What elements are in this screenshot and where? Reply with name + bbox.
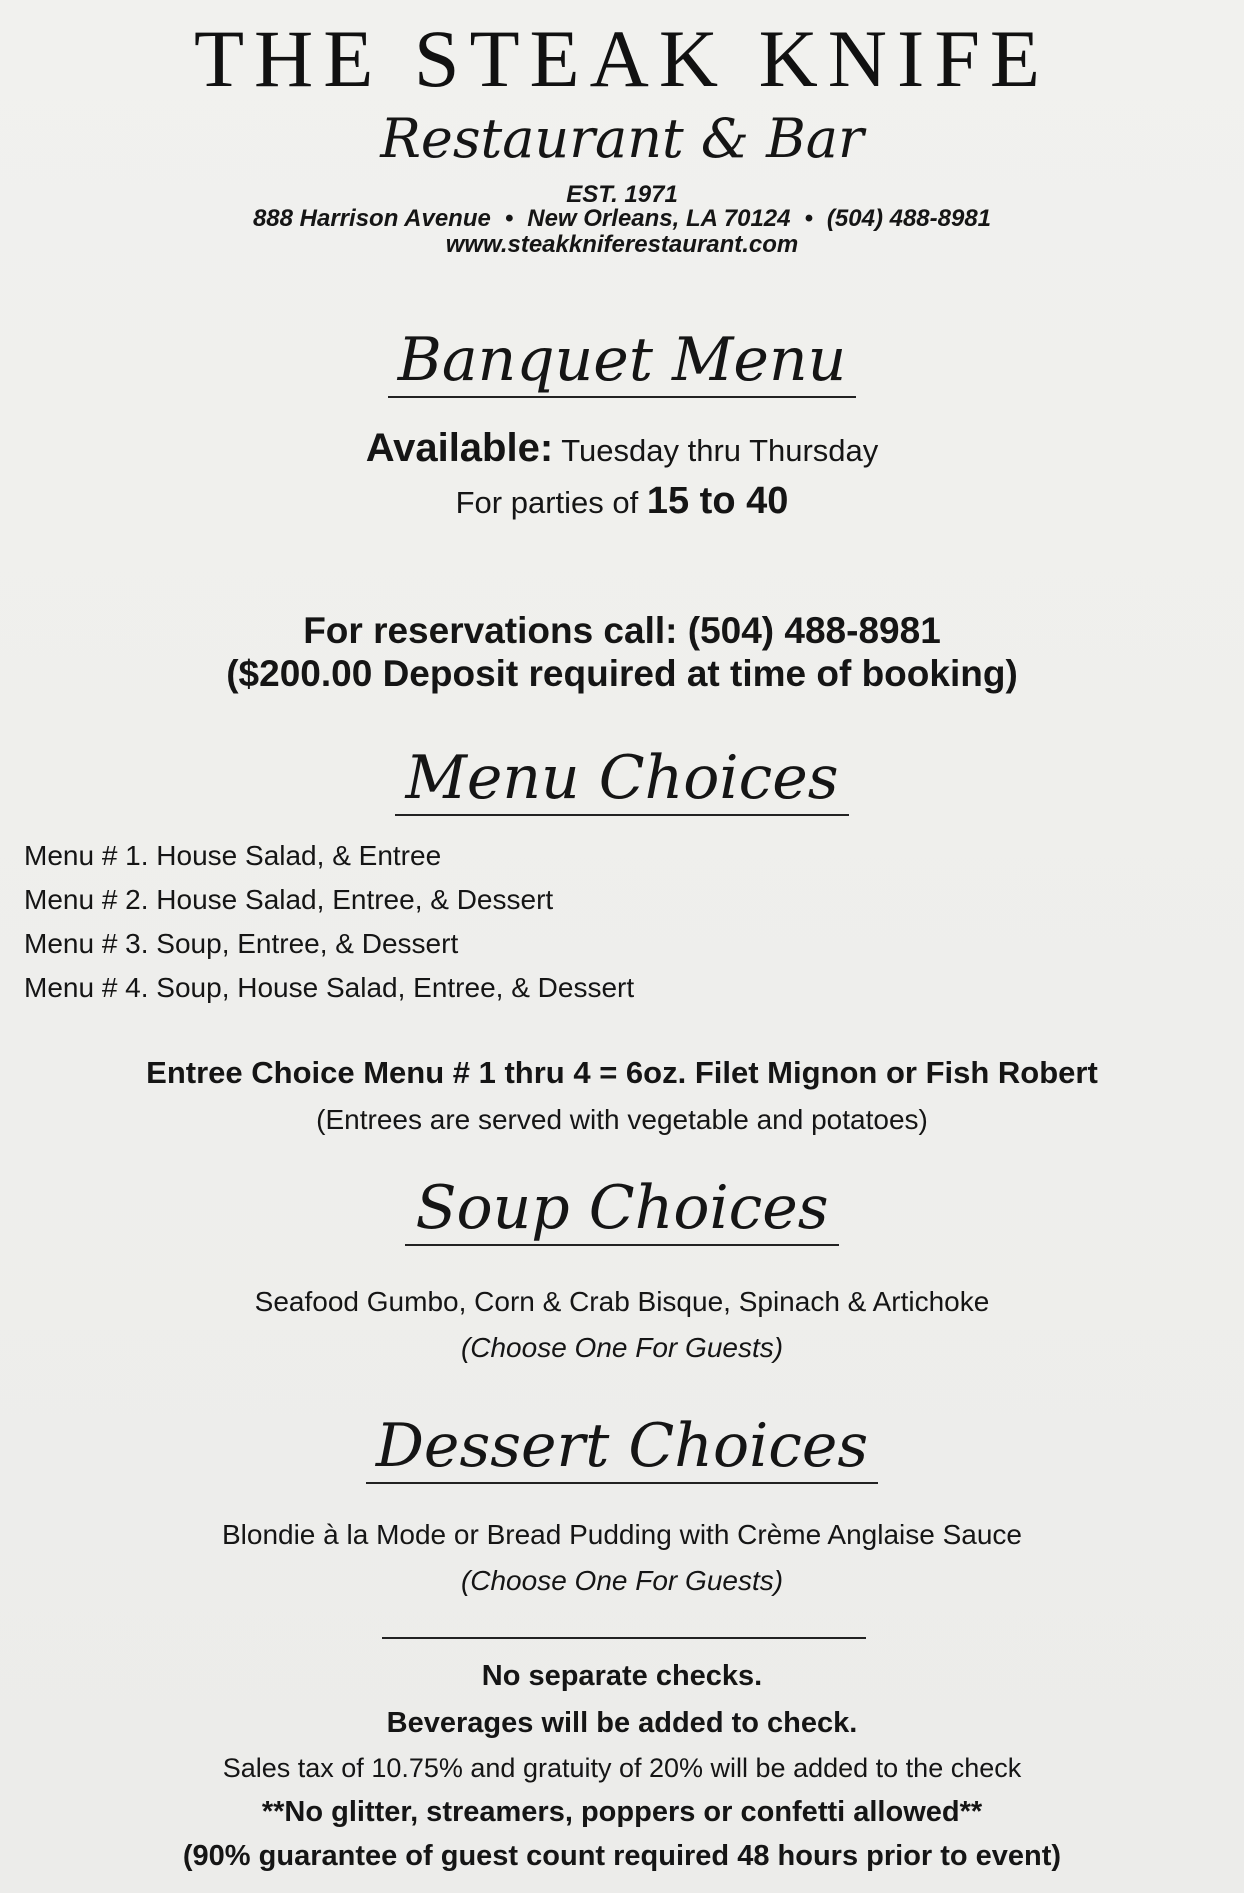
- list-item: Menu # 1. House Salad, & Entree: [24, 840, 442, 871]
- address-line: [0, 207, 1244, 231]
- dessert-note: (Choose One For Guests): [460, 1565, 784, 1596]
- menu-choices-list: [24, 834, 634, 1010]
- established-year: EST. 1971: [566, 181, 678, 208]
- parties-range: 15 to 40: [646, 480, 789, 522]
- no-glitter-policy: **No glitter, streamers, poppers or confetti allowed**: [261, 1796, 983, 1828]
- beverages-policy: Beverages will be added to check.: [386, 1707, 858, 1739]
- guarantee-policy: (90% guarantee of guest count required 48 hours prior to event): [182, 1840, 1062, 1872]
- entree-choice: Entree Choice Menu # 1 thru 4 = 6oz. Filet Mignon or Fish Robert: [146, 1055, 1098, 1090]
- list-item: Menu # 4. Soup, House Salad, Entree, & Dessert: [24, 972, 635, 1003]
- available-days: Tuesday thru Thursday: [561, 433, 879, 468]
- banquet-menu-heading-text: Banquet Menu: [388, 330, 856, 398]
- entree-note: (Entrees are served with vegetable and potatoes): [316, 1104, 928, 1135]
- separator-dot: •: [504, 205, 514, 232]
- list-item: Menu # 2. House Salad, Entree, & Dessert: [24, 884, 554, 915]
- party-size-line: [0, 482, 1244, 520]
- phone-number: (504) 488-8981: [826, 205, 992, 232]
- separator-dot: •: [804, 205, 813, 232]
- dessert-choices-heading: [0, 1411, 1244, 1484]
- menu-choices-heading: [0, 743, 1244, 816]
- restaurant-subtitle: Restaurant & Bar: [380, 107, 864, 170]
- dessert-choices-heading-text: Dessert Choices: [366, 1416, 878, 1484]
- dessert-options: Blondie à la Mode or Bread Pudding with Crème Anglaise Sauce: [221, 1519, 1023, 1550]
- list-item: Menu # 3. Soup, Entree, & Dessert: [24, 928, 459, 959]
- deposit-line: ($200.00 Deposit required at time of booking): [226, 653, 1018, 694]
- parties-prefix: For parties of: [455, 485, 639, 520]
- website-link[interactable]: www.steakkniferestaurant.com: [445, 231, 799, 258]
- soup-note: (Choose One For Guests): [460, 1332, 784, 1363]
- city-address: New Orleans, LA 70124: [527, 205, 791, 232]
- street-address: 888 Harrison Avenue: [252, 205, 491, 232]
- no-separate-checks: No separate checks.: [481, 1660, 763, 1692]
- restaurant-title: THE STEAK KNIFE: [193, 13, 1051, 104]
- banquet-menu-heading: [0, 325, 1244, 398]
- menu-choices-heading-text: Menu Choices: [395, 748, 848, 816]
- tax-gratuity-policy: Sales tax of 10.75% and gratuity of 20% will be added to the check: [222, 1753, 1022, 1783]
- soup-choices-heading: [0, 1173, 1244, 1246]
- soup-options: Seafood Gumbo, Corn & Crab Bisque, Spinach & Artichoke: [254, 1286, 990, 1317]
- soup-choices-heading-text: Soup Choices: [405, 1178, 838, 1246]
- reservations-line: For reservations call: (504) 488-8981: [303, 610, 941, 651]
- available-label: Available:: [365, 426, 554, 470]
- divider-line: [382, 1637, 866, 1639]
- availability-line: [0, 428, 1244, 468]
